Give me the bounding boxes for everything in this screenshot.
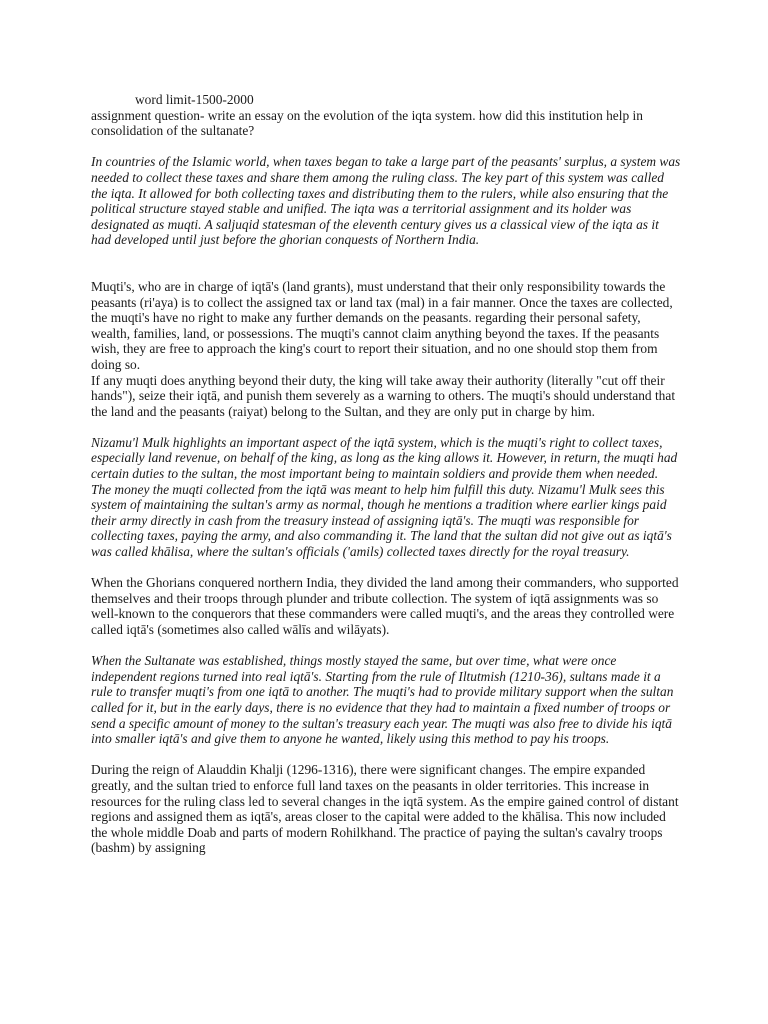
paragraph-ghorian-conquest: When the Ghorians conquered northern India, they divided the land among their commanders, who supported themselves and their troops through plunder and tribute collection. The system of iqtā assignments was so well-known to the conquerors that these commanders were called muqti's, and the areas they controlled were called iqtā's (sometimes also called wālīs and wilāyats).	[91, 575, 679, 637]
assignment-question: assignment question- write an essay on the evolution of the iqta system. how did this institution help in consolidation of the sultanate?	[91, 107, 643, 139]
paragraph-intro: In countries of the Islamic world, when taxes began to take a large part of the peasants' surplus, a system was needed to collect these taxes and share them among the ruling class. The key part of this system was called the iqta. It allowed for both collecting taxes and distributing them to the rulers, while also ensuring that the political structure stayed stable and unified. The iqta was a territorial assignment and its holder was designated as muqti. A saljuqid statesman of the eleventh century gives us a classical view of the iqta as it had developed until just before the ghorian conquests of Northern India.	[91, 154, 681, 248]
paragraph-sultanate-established: When the Sultanate was established, things mostly stayed the same, but over time, what were once independent regions turned into real iqtā's. Starting from the rule of Iltutmish (1210-36), sultans made it a rule to transfer muqti's from one iqtā to another. The muqti's had to provide military support when the sultan called for it, but in the early days, there is no evidence that they had to maintain a fixed number of troops or send a specific amount of money to the sultan's treasury each year. The muqti was also free to divide his iqtā into smaller iqtā's and give them to anyone he wanted, likely using this method to pay his troops.	[91, 653, 674, 747]
paragraph-alauddin-khalji: During the reign of Alauddin Khalji (1296-1316), there were significant changes. The empire expanded greatly, and the sultan tried to enforce full land taxes on the peasants in older territories. This increase in resources for the ruling class led to several changes in the iqtā system. As the empire gained control of distant regions and assigned them as iqtā's, areas closer to the capital were added to the khālisa. This now included the whole middle Doab and parts of modern Rohilkhand. The practice of paying the sultan's cavalry troops (bashm) by assigning	[91, 762, 679, 856]
paragraph-muqti-punishment: If any muqti does anything beyond their duty, the king will take away their authority (literally "cut off their hands"), seize their iqtā, and punish them severely as a warning to others. The muqti's should understand that the land and the peasants (raiyat) belong to the Sultan, and they are only put in charge by him.	[91, 372, 676, 419]
paragraph-nizamul-mulk: Nizamu'l Mulk highlights an important aspect of the iqtā system, which is the muqti's right to collect taxes, especially land revenue, on behalf of the king, as long as the king allows it. However, in return, the muqti had certain duties to the sultan, the most important being to maintain soldiers and provide them when needed. The money the muqti collected from the iqtā was meant to help him fulfill this duty. Nizamu'l Mulk sees this system of maintaining the sultan's army as normal, though he mentions a tradition where earlier kings paid their army directly in cash from the treasury instead of assigning iqtā's. The muqti was responsible for collecting taxes, paying the army, and also commanding it. The land that the sultan did not give out as iqtā's was called khālisa, where the sultan's officials ('amils) collected taxes directly for the royal treasury.	[91, 434, 678, 560]
word-limit-line: word limit-1500-2000	[135, 92, 254, 107]
paragraph-muqti-duties: Muqti's, who are in charge of iqtā's (land grants), must understand that their only responsibility towards the peasants (ri'aya) is to collect the assigned tax or land tax (mal) in a fair manner. Once the taxes are collected, the muqti's have no right to make any further demands on the peasants. regarding their personal safety, wealth, families, land, or possessions. The muqti's cannot claim anything beyond the taxes. If the peasants wish, they are free to approach the king's court to report their situation, and no one should stop them from doing so.	[91, 278, 673, 372]
document-page	[91, 92, 681, 856]
